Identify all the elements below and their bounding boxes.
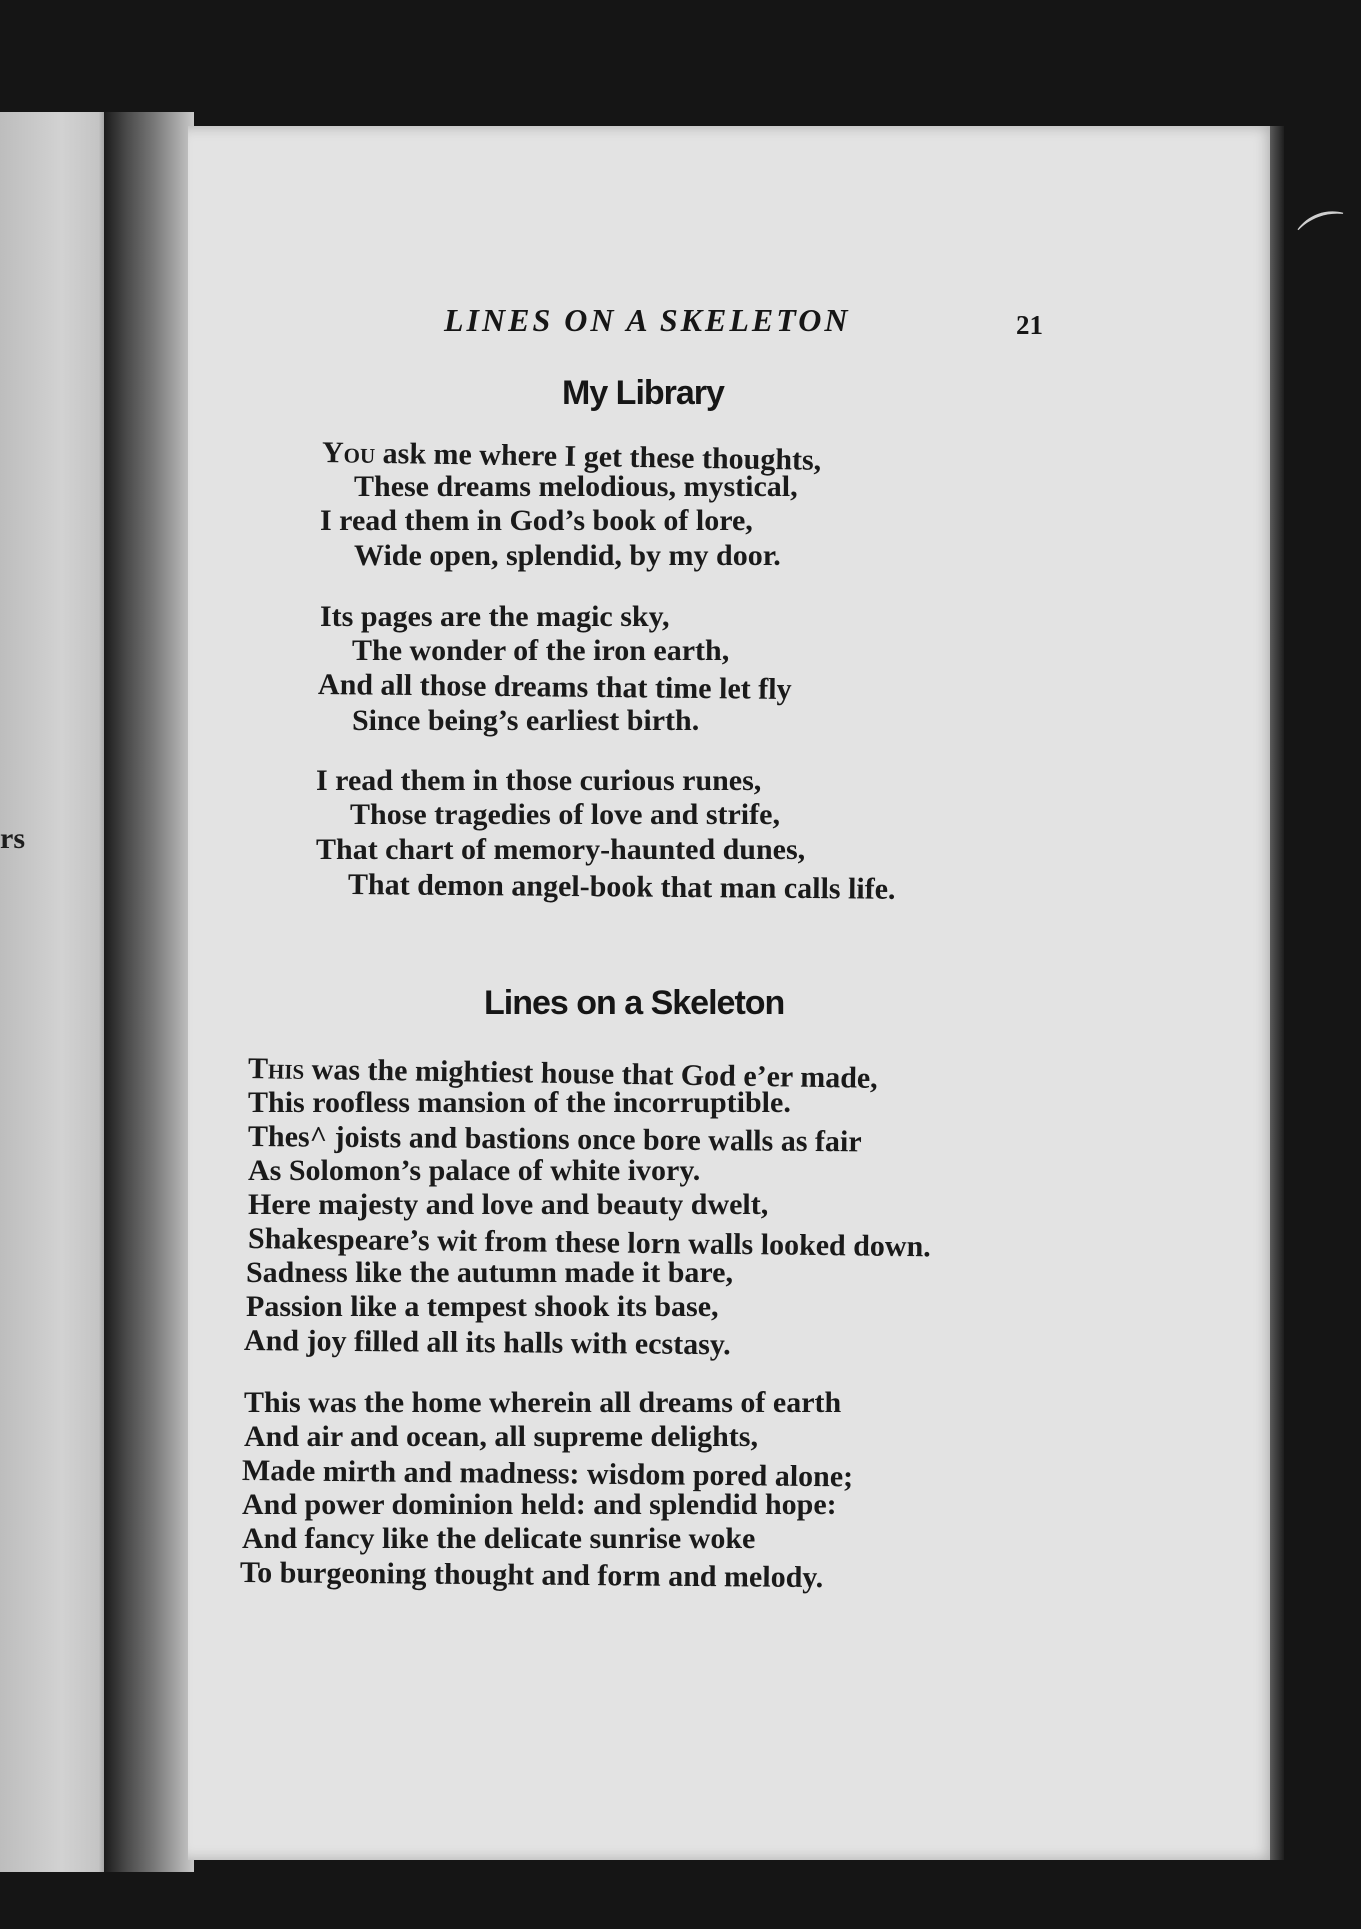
poem-line: Here majesty and love and beauty dwelt,: [248, 1188, 769, 1221]
poem-line: These dreams melodious, mystical,: [354, 470, 798, 503]
drop-word: This: [247, 1052, 305, 1086]
poem-line: That demon angel-book that man calls life.: [347, 868, 896, 906]
poem-line: The wonder of the iron earth,: [352, 634, 730, 667]
poem-line: Passion like a tempest shook its base,: [246, 1290, 719, 1323]
poem-line: That chart of memory-haunted dunes,: [316, 833, 806, 866]
poem-line: I read them in God’s book of lore,: [320, 504, 753, 537]
scan-artifact-mark: ⌒: [1292, 201, 1360, 274]
drop-word: You: [321, 436, 376, 470]
poem-line: I read them in those curious runes,: [316, 764, 762, 797]
poem-line: This was the home wherein all dreams of earth: [244, 1386, 842, 1419]
poem-line: Shakespeare’s wit from these lorn walls looked down.: [247, 1222, 931, 1264]
poem-line: And fancy like the delicate sunrise woke: [242, 1522, 756, 1555]
poem-line: And air and ocean, all supreme delights,: [244, 1420, 758, 1453]
poem-line: And joy filled all its halls with ecstasy.: [243, 1324, 731, 1362]
poem-line: As Solomon’s palace of white ivory.: [248, 1154, 701, 1187]
facing-page-edge: [0, 112, 112, 1872]
page-number: 21: [1016, 310, 1043, 340]
line-text: ask me where I get these thoughts,: [374, 436, 822, 477]
book-gutter: [104, 112, 194, 1872]
poem-line: Its pages are the magic sky,: [320, 600, 670, 633]
poem-line: And power dominion held: and splendid hope:: [242, 1488, 837, 1521]
facing-page-text-fragment: rs: [0, 822, 25, 855]
poem-line: Sadness like the autumn made it bare,: [246, 1256, 734, 1289]
poem-line: Wide open, splendid, by my door.: [354, 539, 781, 572]
line-text: was the mightiest house that God e’er made,: [303, 1052, 878, 1095]
running-head: LINES ON A SKELETON: [444, 302, 851, 338]
poem-line: Thes^ joists and bastions once bore walls as fair: [247, 1120, 862, 1159]
poem-line: Since being’s earliest birth.: [352, 704, 700, 737]
poem-line: And all those dreams that time let fly: [317, 668, 792, 706]
poem-line: Those tragedies of love and strife,: [350, 798, 780, 831]
poem-title-my-library: My Library: [562, 374, 724, 412]
page-edge-shadow: [1270, 126, 1284, 1860]
poem-title-lines-on-a-skeleton: Lines on a Skeleton: [484, 984, 785, 1022]
poem-line: This roofless mansion of the incorruptible.: [248, 1086, 791, 1119]
poem-line: To burgeoning thought and form and melody.: [239, 1556, 824, 1595]
poem-line: Made mirth and madness: wisdom pored alone;: [241, 1454, 854, 1494]
